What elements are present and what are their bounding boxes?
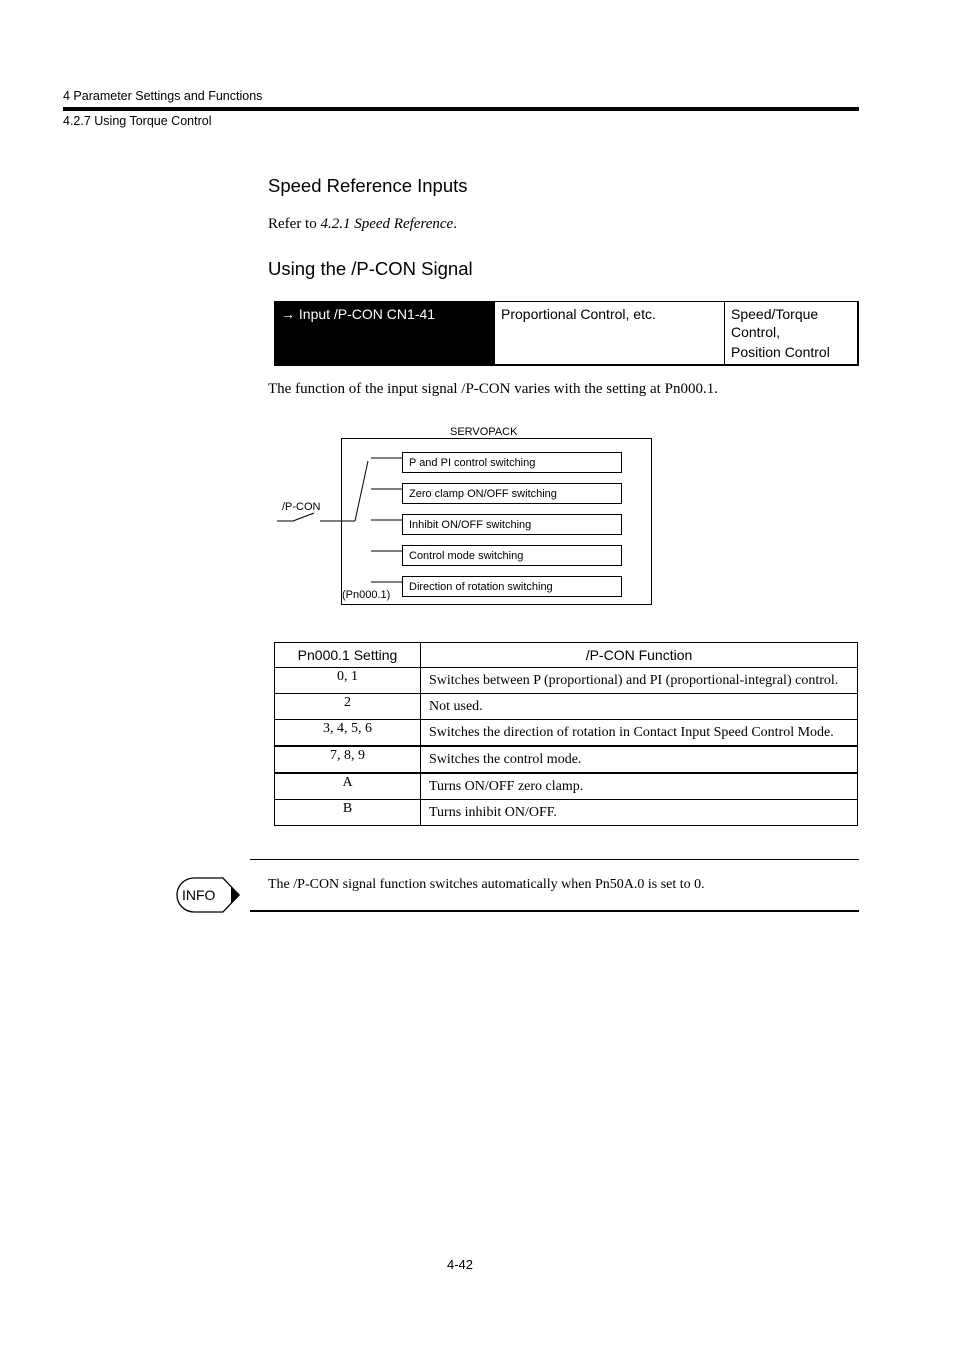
function-cell: Switches the control mode. <box>421 746 858 773</box>
info-text: The /P-CON signal function switches automatically when Pn50A.0 is set to 0. <box>268 877 705 892</box>
pcon-function-diagram <box>270 420 660 610</box>
info-icon <box>176 876 242 914</box>
table-header-row <box>275 643 858 668</box>
running-header-chapter: 4 Parameter Settings and Functions <box>63 89 263 103</box>
signal-spec-table <box>274 301 859 366</box>
table-row <box>275 720 858 747</box>
table-row <box>275 746 858 773</box>
parameter-label: (Pn000.1) <box>342 589 391 601</box>
input-switch-contact <box>293 513 314 521</box>
table-row <box>275 694 858 720</box>
pcon-description: The function of the input signal /P-CON varies with the setting at Pn000.1. <box>268 381 718 397</box>
function-cell: Proportional Control, etc. <box>495 302 725 366</box>
speed-reference-refer-text <box>268 216 457 233</box>
function-cell: Not used. <box>421 694 858 720</box>
setting-cell: 7, 8, 9 <box>275 746 421 773</box>
function-cell: Switches the direction of rotation in Contact Input Speed Control Mode. <box>421 720 858 747</box>
page-number: 4-42 <box>447 1257 474 1272</box>
refer-suffix: . <box>453 216 457 232</box>
table-row <box>275 800 858 826</box>
servopack-label: SERVOPACK <box>450 426 518 438</box>
function-box-label: Inhibit ON/OFF switching <box>409 519 532 531</box>
header-rule <box>63 107 859 111</box>
running-header-section: 4.2.7 Using Torque Control <box>63 114 212 128</box>
setting-cell: 3, 4, 5, 6 <box>275 720 421 747</box>
table-row <box>275 668 858 694</box>
function-box-label: Direction of rotation switching <box>409 581 553 593</box>
control-mode-line: Control, <box>731 324 781 340</box>
selector-arm <box>355 461 368 521</box>
pcon-signal-heading: Using the /P-CON Signal <box>268 258 473 279</box>
refer-prefix: Refer to <box>268 216 321 232</box>
info-rule-bottom <box>250 910 859 912</box>
control-mode-line: Position Control <box>731 344 830 360</box>
pcon-function-table <box>274 642 858 826</box>
table-row <box>275 773 858 800</box>
control-mode-cell <box>725 302 858 366</box>
speed-reference-heading: Speed Reference Inputs <box>268 175 468 196</box>
column-header: /P-CON Function <box>421 643 858 668</box>
column-header: Pn000.1 Setting <box>275 643 421 668</box>
control-mode-line: Speed/Torque <box>731 306 819 322</box>
function-box-label: Zero clamp ON/OFF switching <box>409 488 557 500</box>
setting-cell: A <box>275 773 421 800</box>
function-cell: Turns inhibit ON/OFF. <box>421 800 858 826</box>
function-cell: Turns ON/OFF zero clamp. <box>421 773 858 800</box>
setting-cell: B <box>275 800 421 826</box>
function-cell: Switches between P (proportional) and PI (proportional-integral) control. <box>421 668 858 694</box>
signal-cell: → Input /P-CON CN1-41 <box>275 302 495 366</box>
info-rule-top <box>250 859 859 860</box>
setting-cell: 0, 1 <box>275 668 421 694</box>
function-box-label: Control mode switching <box>409 550 524 562</box>
info-icon-label: INFO <box>182 887 216 903</box>
setting-cell: 2 <box>275 694 421 720</box>
refer-link[interactable]: 4.2.1 Speed Reference <box>320 216 454 232</box>
function-box-label: P and PI control switching <box>409 457 536 469</box>
pcon-input-label: /P-CON <box>282 501 321 513</box>
